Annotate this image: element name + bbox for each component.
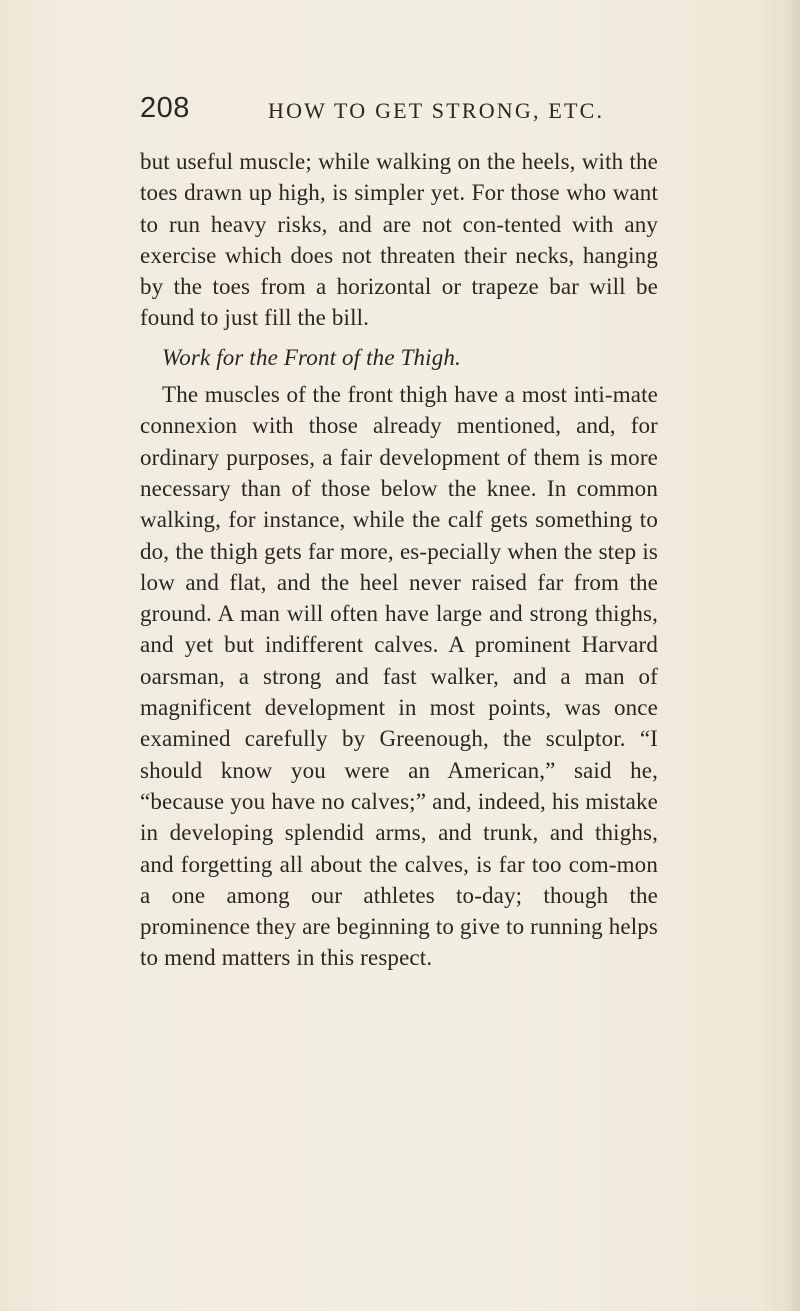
running-head: HOW TO GET STRONG, ETC. [268, 98, 605, 123]
page-number: 208 [140, 92, 190, 124]
paragraph-thigh-muscles: The muscles of the front thigh have a most inti-mate connexion with those already mentioned, and, for ordinary purposes, a fair development of them is more necessary than of those below the knee. In common walking, for instance, while the calf gets something to do, the thigh gets far more, es-pecially when the step is low and flat, and the heel never raised far from the ground. A man will often have large and strong thighs, and yet but indifferent calves. A prominent Harvard oarsman, a strong and fast walker, and a man of magnificent development in most points, was once examined carefully by Greenough, the sculptor. “I should know you were an American,” said he, “because you have no calves;” and, indeed, his mistake in developing splendid arms, and trunk, and thighs, and forgetting all about the calves, is far too com-mon a one among our athletes to-day; though the prominence they are beginning to give to running helps to mend matters in this respect. [140, 382, 658, 971]
page-edge-shadow [786, 0, 800, 1311]
body-text [140, 146, 658, 974]
paragraph-continued: but useful muscle; while walking on the heels, with the toes drawn up high, is simpler yet. For those who want to run heavy risks, and are not con-tented with any exercise which does not threaten their necks, hanging by the toes from a horizontal or trapeze bar will be found to just fill the bill. [140, 149, 658, 331]
page-header [140, 92, 660, 132]
section-heading: Work for the Front of the Thigh. [162, 344, 461, 370]
